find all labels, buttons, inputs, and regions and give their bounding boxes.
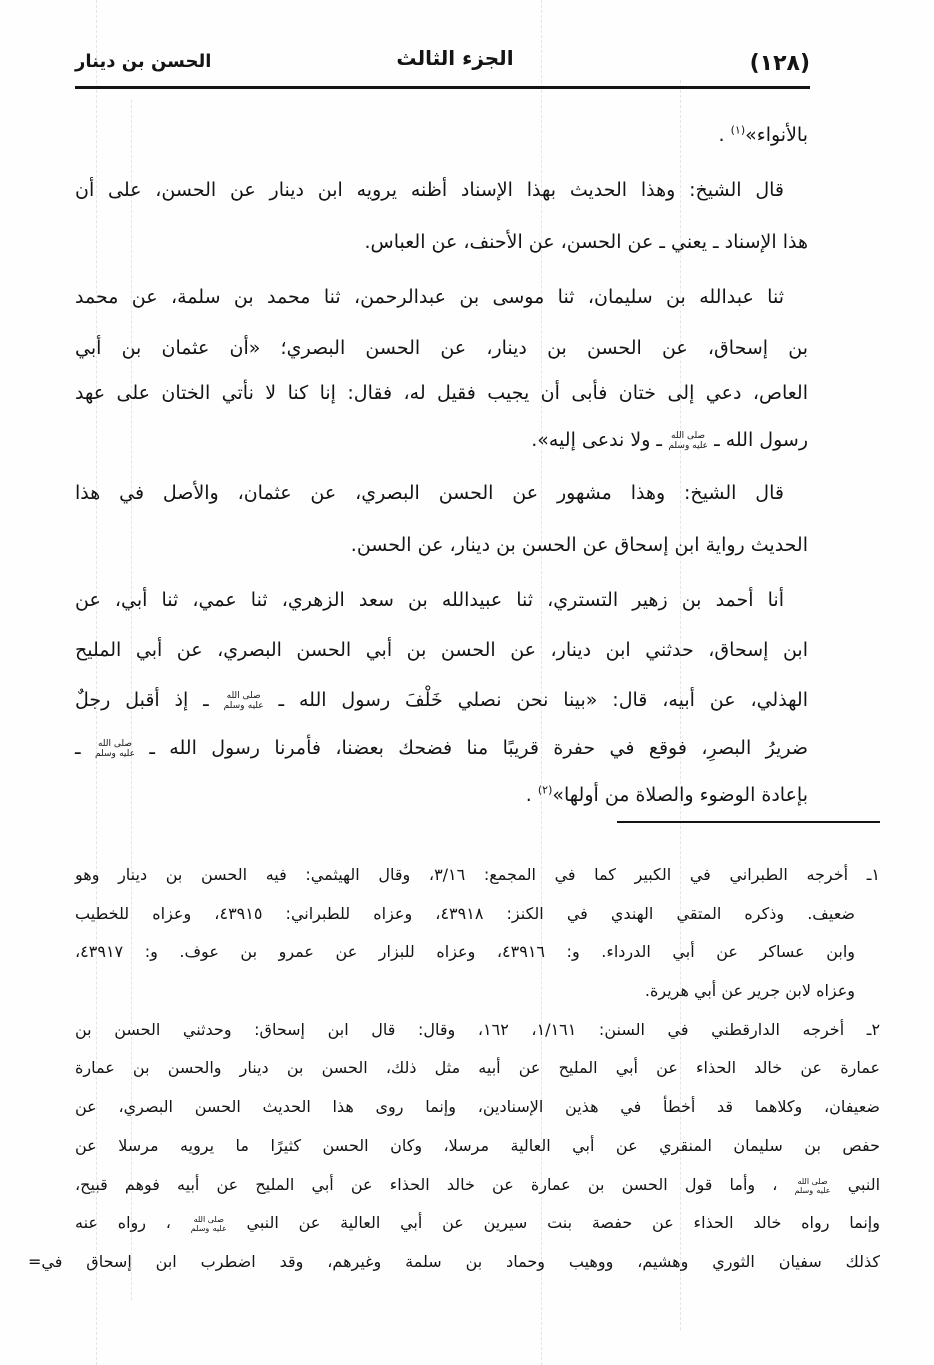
- body-line: بن إسحاق، عن الحسن بن دينار، عن الحسن البصري؛ «أن عثمان بن أبي: [75, 337, 808, 359]
- body-line: هذا الإسناد ـ يعني ـ عن الحسن، عن الأحنف، عن العباس.: [364, 231, 808, 253]
- salutation-ligature: صلى الله عليه وسلم: [94, 738, 135, 759]
- body-line: أنا أحمد بن زهير التستري، ثنا عبيدالله بن سعد الزهري، ثنا عمي، ثنا أبي، عن: [75, 589, 784, 611]
- body-line: رسول الله ـ صلى الله عليه وسلم ـ ولا ندعى إليه».: [531, 429, 808, 451]
- body-line: ابن إسحاق، حدثني ابن دينار، عن الحسن بن أبي الحسن البصري، عن أبي المليح: [75, 639, 808, 661]
- page-number: (١٢٨): [749, 51, 810, 76]
- running-title: الحسن بن دينار: [75, 51, 212, 72]
- footnote-line: النبي صلى الله عليه وسلم ، وأما قول الحسن بن عمارة عن خالد الحذاء عن أبي المليح عن أبيه فوهم قبيح،: [75, 1175, 881, 1195]
- salutation-ligature: صلى الله عليه وسلم: [794, 1176, 831, 1195]
- footnote-line: ضعيف. وذكره المتقي الهندي في الكنز: ٤٣٩١٨، وعزاه للطبراني: ٤٣٩١٥، وعزاه للخطيب: [75, 904, 855, 923]
- salutation-ligature: صلى الله عليه وسلم: [668, 430, 709, 451]
- body-line: بالأنواء»$^{(١)}$ .: [718, 123, 808, 146]
- footnote-line: كذلك سفيان الثوري وهشيم، ووهيب وحماد بن سلمة وغيرهم، وقد اضطرب ابن إسحاق في=: [28, 1252, 880, 1271]
- footnote-line: ١ـ أخرجه الطبراني في الكبير كما في المجمع: ٣/١٦، وقال الهيثمي: فيه الحسن بن دينار وهو: [75, 865, 880, 884]
- footnote-line: حفص بن سليمان المنقري عن أبي العالية مرسلا، وكان الحسن كثيرًا ما يرويه مرسلا عن: [75, 1136, 880, 1155]
- footnote-ref: (٢): [537, 783, 553, 797]
- body-line: العاص، دعي إلى ختان فأبى أن يجيب فقيل له، فقال: إنا كنا لا نأتي الختان على عهد: [75, 382, 808, 404]
- body-line: بإعادة الوضوء والصلاة من أولها»$^{(٢)}$ .: [525, 783, 808, 806]
- footnote-line: ٢ـ أخرجه الدارقطني في السنن: ١/١٦١، ١٦٢، وقال: قال ابن إسحاق: وحدثني الحسن بن: [75, 1020, 881, 1039]
- header-rule: [75, 86, 810, 89]
- body-line: ثنا عبدالله بن سليمان، ثنا موسى بن عبدالرحمن، ثنا محمد بن سلمة، عن محمد: [75, 286, 784, 308]
- body-line: الهذلي، عن أبيه، قال: «بينا نحن نصلي خَلْفَ رسول الله ـ صلى الله عليه وسلم ـ إذ أقبل رجلٌ: [75, 689, 809, 711]
- footnote-line: وابن عساكر عن أبي الدرداء. و: ٤٣٩١٦، وعزاه للبزار عن عمرو بن عوف. و: ٤٣٩١٧،: [75, 942, 856, 961]
- body-line: ضريرُ البصرِ، فوقع في حفرة قريبًا منا فضحك بعضنا، فأمرنا رسول الله ـ صلى الله عليه وسلم ـ: [75, 737, 808, 759]
- footnote-ref: (١): [730, 123, 746, 137]
- body-line: قال الشيخ: وهذا الحديث بهذا الإسناد أظنه يرويه ابن دينار عن الحسن، على أن: [75, 179, 784, 201]
- footnote-rule: [617, 821, 880, 823]
- salutation-ligature: صلى الله عليه وسلم: [190, 1214, 227, 1233]
- salutation-ligature: صلى الله عليه وسلم: [223, 690, 264, 711]
- footnote-line: عمارة عن خالد الحذاء عن أبي المليح عن أبيه مثل ذلك، الحسن بن دينار والحسن بن عمارة: [75, 1058, 880, 1077]
- footnote-line: وإنما رواه خالد الحذاء عن حفصة بنت سيرين عن أبي العالية عن النبي صلى الله عليه وسلم ، رواه عنه: [75, 1213, 880, 1233]
- part-title: الجزء الثالث: [396, 46, 514, 70]
- body-line: قال الشيخ: وهذا مشهور عن الحسن البصري، عن عثمان، والأصل في هذا: [75, 482, 784, 504]
- body-line: الحديث رواية ابن إسحاق عن الحسن بن دينار، عن الحسن.: [350, 534, 808, 556]
- footnote-line: ضعيفان، وكلاهما قد أخطأ في هذين الإسنادين، وإنما روى هذا الحديث الحسن البصري، عن: [75, 1097, 880, 1116]
- footnote-line: وعزاه لابن جرير عن أبي هريرة.: [644, 981, 855, 1000]
